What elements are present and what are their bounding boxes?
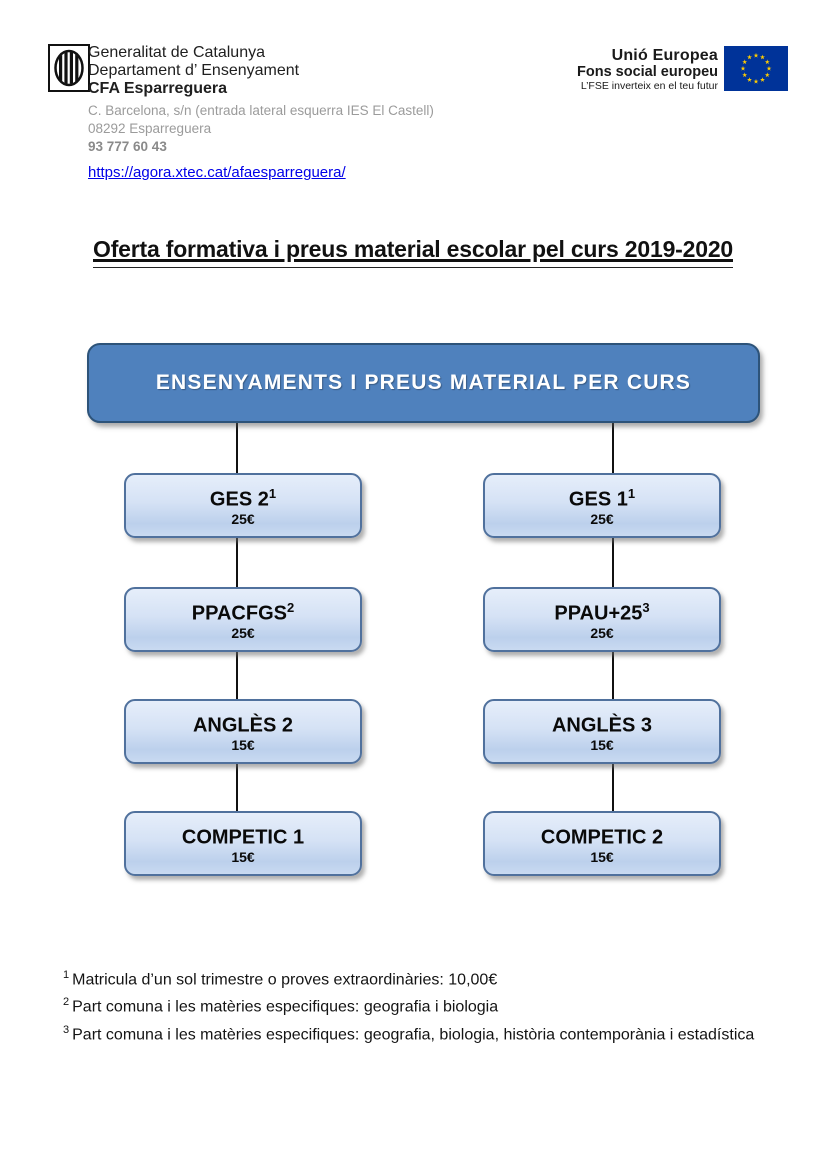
diagram-root-box <box>87 343 760 423</box>
course-price: 25€ <box>590 624 614 641</box>
org-name-line1: Generalitat de Catalunya <box>88 44 265 61</box>
org-name-line2: Departament d’ Ensenyament <box>88 62 300 79</box>
course-box-angles2 <box>124 699 362 764</box>
eu-badge-line1: Unió Europea <box>611 47 718 64</box>
course-label: ANGLÈS 2 <box>192 714 294 737</box>
course-box-ges1 <box>483 473 721 538</box>
footnote-ref: 1 <box>627 486 636 502</box>
course-label: PPACFGS <box>191 602 287 625</box>
course-price: 15€ <box>231 848 255 865</box>
address-street: C. Barcelona, s/n (entrada lateral esquerra IES El Castell) <box>88 103 434 118</box>
website-link[interactable]: https://agora.xtec.cat/afaesparreguera/ <box>88 164 346 181</box>
phone-number: 93 777 60 43 <box>88 139 167 154</box>
footnote-ref: 2 <box>286 600 295 616</box>
course-price: 25€ <box>590 510 614 527</box>
footnote-text: Matricula d’un sol trimestre o proves extraordinàries: 10,00€ <box>72 971 498 989</box>
eu-badge-line3: L’FSE inverteix en el teu futur <box>580 80 718 92</box>
course-price: 15€ <box>590 736 614 753</box>
center-name: CFA Esparreguera <box>88 80 228 97</box>
course-price: 15€ <box>231 736 255 753</box>
course-price: 25€ <box>231 624 255 641</box>
course-label: COMPETIC 1 <box>181 826 305 849</box>
page-title: Oferta formativa i preus material escolar pel curs 2019-2020 <box>93 236 733 268</box>
address-city: 08292 Esparreguera <box>88 121 212 136</box>
course-label: COMPETIC 2 <box>540 826 664 849</box>
course-price: 25€ <box>231 510 255 527</box>
footnote-3 <box>63 1019 763 1046</box>
course-box-competic1 <box>124 811 362 876</box>
course-box-angles3 <box>483 699 721 764</box>
course-box-ppacfgs <box>124 587 362 652</box>
course-box-ges2 <box>124 473 362 538</box>
footnote-text: Part comuna i les matèries especifiques: geografia, biologia, història contemporània i estadística <box>72 1025 755 1043</box>
eu-badge-line2: Fons social europeu <box>577 64 718 80</box>
footnote-marker: 2 <box>63 996 70 1009</box>
course-label: ANGLÈS 3 <box>551 714 653 737</box>
footnote-ref: 3 <box>642 600 650 616</box>
footnote-marker: 3 <box>63 1023 70 1036</box>
footnote-1 <box>63 964 763 991</box>
footnotes-block <box>63 964 763 1046</box>
footnote-text: Part comuna i les matèries especifiques: geografia i biologia <box>72 998 499 1016</box>
course-label: PPAU+25 <box>554 602 643 625</box>
footnote-ref: 1 <box>268 486 277 502</box>
course-label: GES 1 <box>568 488 628 511</box>
diagram-root-label: ENSENYAMENTS I PREUS MATERIAL PER CURS <box>155 371 692 394</box>
footnote-2 <box>63 991 763 1018</box>
course-price: 15€ <box>590 848 614 865</box>
course-label: GES 2 <box>209 488 269 511</box>
course-box-ppau25 <box>483 587 721 652</box>
course-box-competic2 <box>483 811 721 876</box>
footnote-marker: 1 <box>63 969 70 981</box>
